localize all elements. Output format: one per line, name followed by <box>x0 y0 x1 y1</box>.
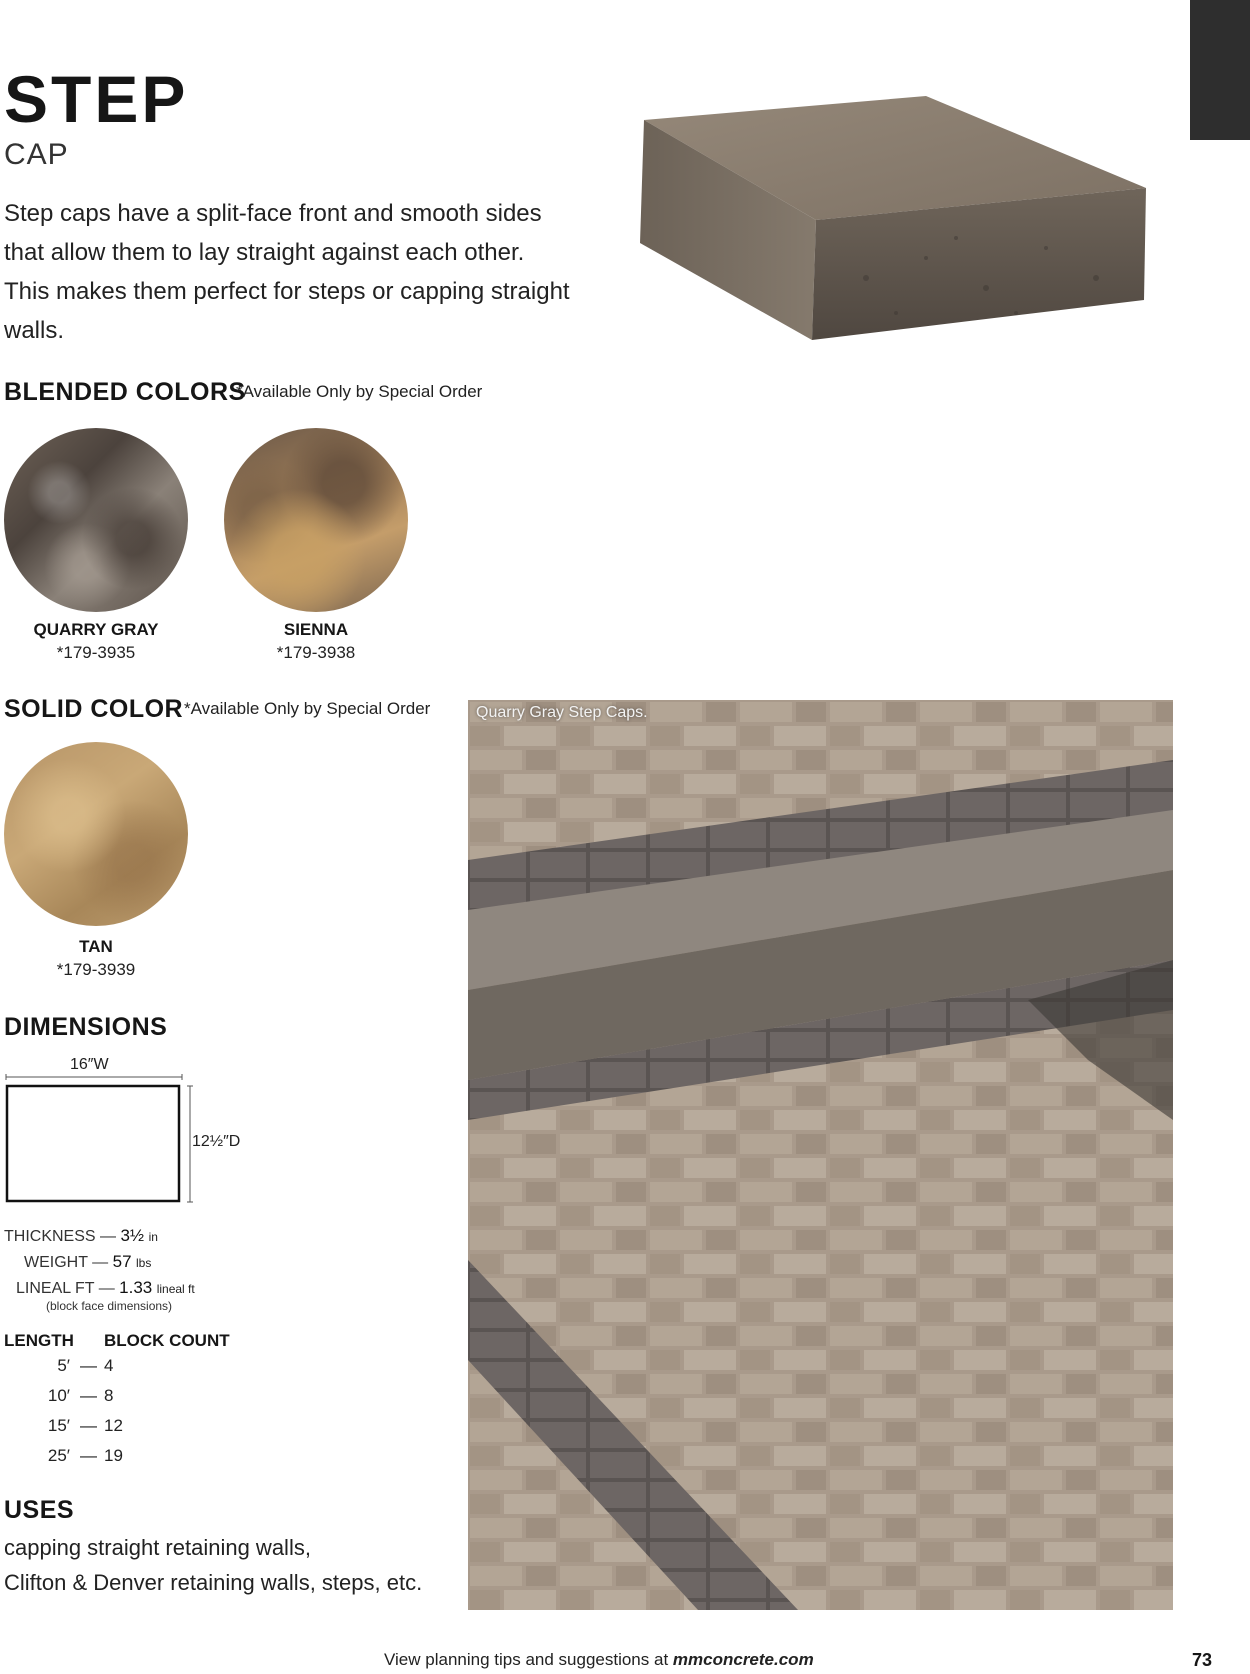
dash: — <box>80 1386 97 1405</box>
footer-text <box>384 1650 814 1670</box>
swatch-quarry-gray <box>4 428 188 612</box>
swatch-code: *179-3935 <box>56 643 136 662</box>
length-cell: 25′ <box>47 1446 70 1465</box>
dimension-diagram <box>4 1074 194 1206</box>
length-cell: 5′ <box>57 1356 70 1375</box>
swatch-tan <box>4 742 188 926</box>
corner-tab <box>1190 0 1250 140</box>
spec-label: LINEAL FT — <box>16 1280 115 1297</box>
count-cell: 8 <box>104 1386 114 1405</box>
installation-photo <box>468 700 1173 1610</box>
spec-unit: lineal ft <box>156 1282 195 1296</box>
uses-heading: USES <box>4 1496 75 1524</box>
product-image <box>626 78 1146 364</box>
uses-line: Clifton & Denver retaining walls, steps, etc. <box>4 1570 423 1595</box>
photo-caption: Quarry Gray Step Caps. <box>476 704 648 721</box>
swatch-name: SIENNA <box>283 620 349 639</box>
dimension-width: 16″W <box>70 1056 109 1073</box>
count-cell: 12 <box>104 1416 123 1435</box>
footer-site-link[interactable]: mmconcrete.com <box>672 1650 814 1669</box>
footer-label: View planning tips and suggestions at <box>384 1650 669 1669</box>
swatch-name: QUARRY GRAY <box>33 620 159 639</box>
spec-value: 57 <box>112 1252 132 1271</box>
blended-colors-heading: BLENDED COLORS <box>4 378 246 406</box>
uses-line: capping straight retaining walls, <box>4 1535 311 1560</box>
count-cell: 19 <box>104 1446 123 1465</box>
table-header-block-count: BLOCK COUNT <box>104 1331 230 1350</box>
swatch-code: *179-3939 <box>56 960 136 979</box>
solid-color-note: *Available Only by Special Order <box>184 699 431 718</box>
intro-paragraph: Step caps have a split-face front and smooth sides that allow them to lay straight against each other. This makes them perfect for steps or capping straight walls. <box>4 200 570 344</box>
spec-label: THICKNESS — <box>4 1228 117 1245</box>
page-title: STEP <box>4 62 189 136</box>
page-number: 73 <box>1192 1650 1213 1670</box>
dash: — <box>80 1446 97 1465</box>
spec-unit: lbs <box>135 1256 152 1270</box>
dash: — <box>80 1416 97 1435</box>
spec-lineal-ft <box>16 1278 195 1298</box>
dash: — <box>80 1356 97 1375</box>
swatch-code: *179-3938 <box>276 643 356 662</box>
count-cell: 4 <box>104 1356 114 1375</box>
length-cell: 15′ <box>47 1416 70 1435</box>
length-cell: 10′ <box>47 1386 70 1405</box>
blended-colors-note: *Available Only by Special Order <box>236 382 483 401</box>
spec-label: WEIGHT — <box>24 1254 109 1271</box>
spec-thickness <box>4 1226 158 1246</box>
dimension-depth: 12½″D <box>192 1133 241 1150</box>
table-header-length: LENGTH <box>4 1331 74 1350</box>
spec-value: 1.33 <box>119 1278 153 1297</box>
swatch-sienna <box>224 428 408 612</box>
spec-note: (block face dimensions) <box>46 1299 173 1313</box>
page-subtitle: CAP <box>4 138 69 171</box>
spec-value: 3½ <box>120 1226 145 1245</box>
swatch-name: TAN <box>79 937 113 956</box>
solid-color-heading: SOLID COLOR <box>4 695 184 723</box>
spec-weight <box>24 1252 151 1272</box>
spec-unit: in <box>148 1230 158 1244</box>
dimensions-heading: DIMENSIONS <box>4 1013 168 1041</box>
